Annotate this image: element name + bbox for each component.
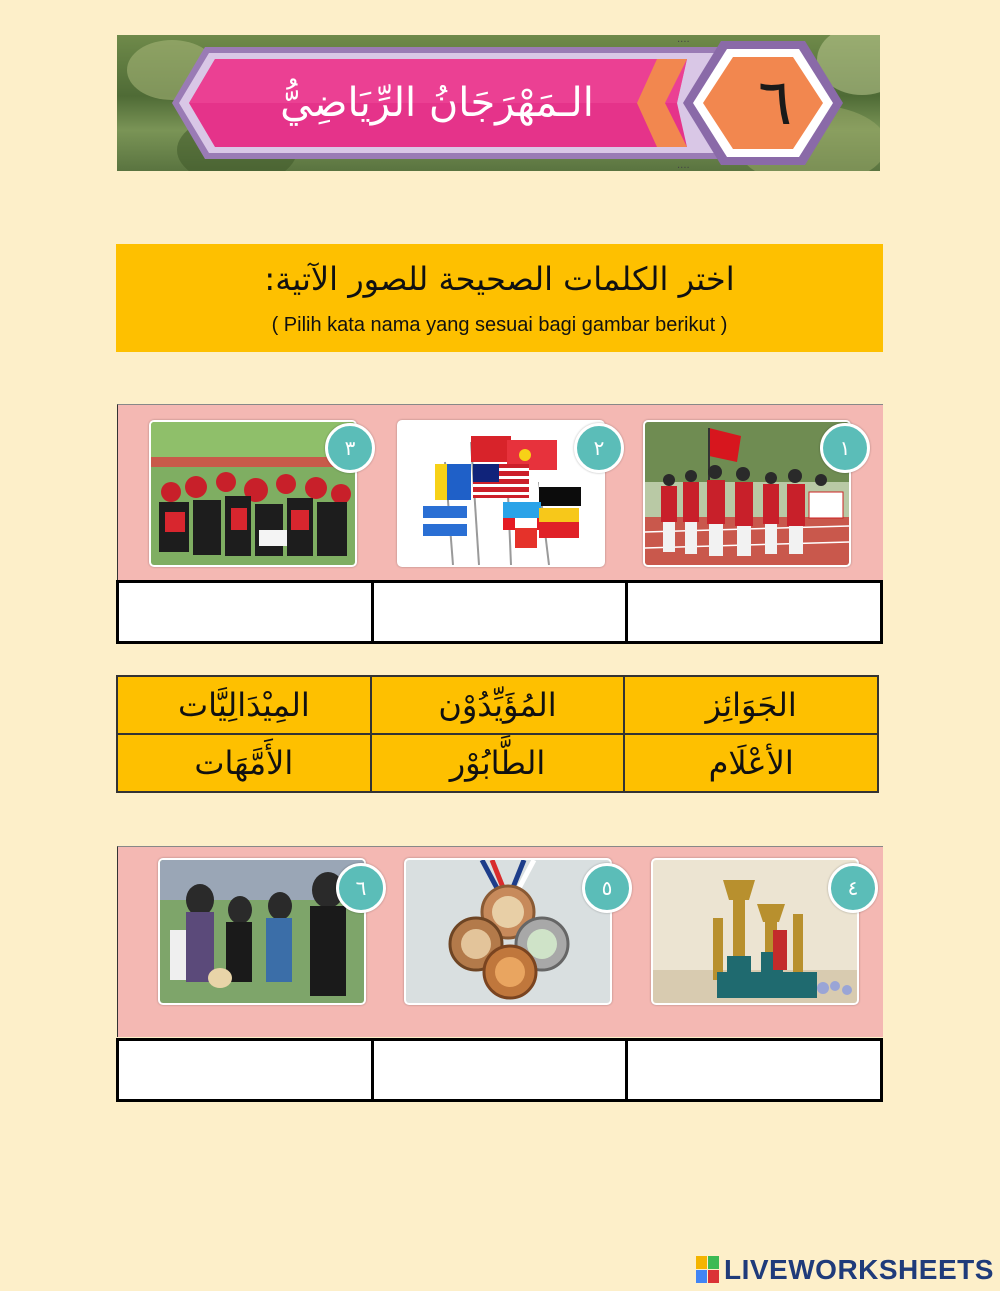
lesson-title: الـمَهْرَجَانُ الرِّيَاضِيُّ (280, 80, 594, 126)
answer-box-picture-3[interactable] (118, 582, 373, 643)
picture-number-3: ٣ (325, 423, 375, 473)
word-mothers[interactable]: الأَمَّهَات (117, 734, 371, 792)
answer-table-2 (116, 1038, 883, 1102)
word-trophies[interactable]: الجَوَائِز (624, 676, 878, 734)
word-bank (116, 675, 879, 793)
picture-strip-2 (117, 846, 883, 1037)
instruction-malay: ( Pilih kata nama yang sesuai bagi gambar berikut ) (271, 314, 728, 336)
answer-box-picture-2[interactable] (372, 582, 627, 643)
picture-strip-1 (117, 404, 883, 581)
word-supporters[interactable]: المُؤَيِّدُوْن (371, 676, 625, 734)
picture-number-6: ٦ (336, 863, 386, 913)
word-queue[interactable]: الطَّابُوْر (371, 734, 625, 792)
instruction-box (116, 244, 883, 352)
picture-trophies (651, 858, 859, 1005)
logo-text: LIVEWORKSHEETS (724, 1254, 994, 1285)
answer-box-picture-5[interactable] (372, 1040, 627, 1101)
lesson-number: ٦ (757, 66, 793, 140)
header-banner (117, 35, 880, 171)
word-medals[interactable]: المِيْدَالِيَّات (117, 676, 371, 734)
logo-squares-icon (696, 1256, 720, 1284)
svg-text:····: ···· (677, 163, 690, 171)
picture-number-1: ١ (820, 423, 870, 473)
answer-table-1 (116, 580, 883, 644)
picture-number-2: ٢ (574, 423, 624, 473)
picture-number-5: ٥ (582, 863, 632, 913)
instruction-arabic: اختر الكلمات الصحيحة للصور الآتية: (264, 260, 735, 298)
picture-number-4: ٤ (828, 863, 878, 913)
svg-text:····: ···· (677, 37, 690, 48)
answer-box-picture-4[interactable] (627, 1040, 882, 1101)
liveworksheets-logo[interactable] (696, 1254, 996, 1286)
picture-mothers (158, 858, 366, 1005)
word-flags[interactable]: الأعْلَام (624, 734, 878, 792)
picture-medals (404, 858, 612, 1005)
answer-box-picture-1[interactable] (627, 582, 882, 643)
answer-box-picture-6[interactable] (118, 1040, 373, 1101)
